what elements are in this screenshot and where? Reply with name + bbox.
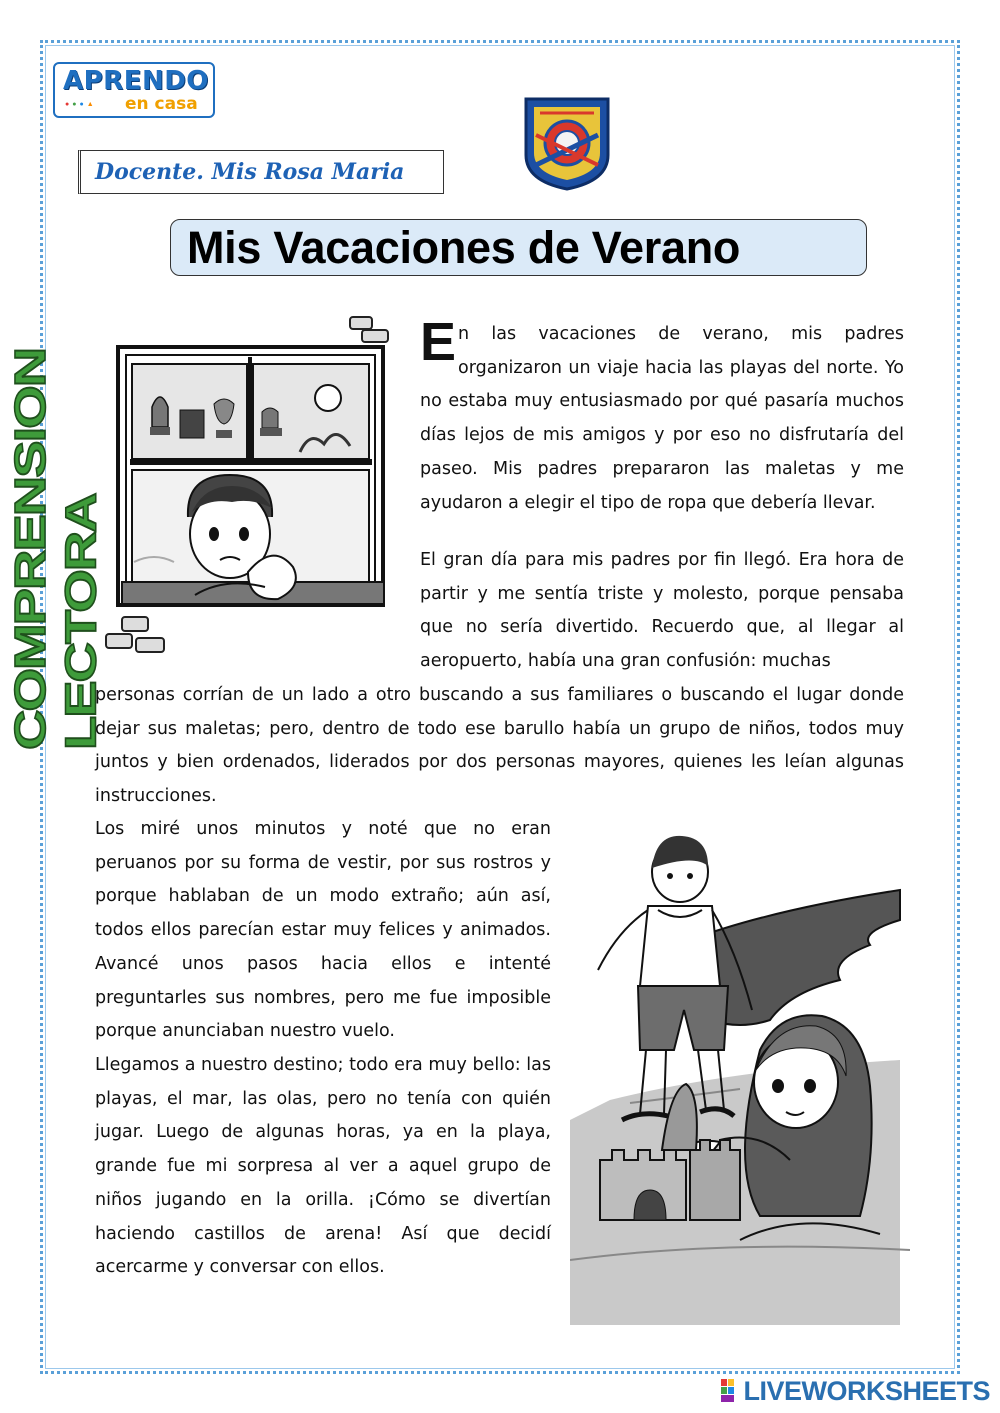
story-paragraph-4 (95, 813, 551, 1049)
children-sandcastle-illustration (570, 820, 910, 1325)
logo-sub-text: en casa (125, 94, 198, 114)
school-crest-icon (522, 95, 612, 191)
story-paragraph-5-text: Llegamos a nuestro destino; todo era muy bello: las playas, el mar, las olas, pero no tenía con quién jugar. Luego de algunas horas, ya en la playa, grande fue mi sorpresa al ver a aquel grupo de niños jugando en la orilla. ¡Cómo se divertían haciendo castillos de arena! Así que decidí acercarme y conversar con ellos. (95, 1055, 551, 1278)
story-paragraph-5 (95, 1049, 551, 1285)
liveworksheets-logo-icon (721, 1379, 741, 1403)
logo-main-text: APRENDO (63, 66, 209, 96)
teacher-name: Docente. Mis Rosa Maria (95, 159, 405, 185)
story-paragraph-3 (95, 679, 904, 814)
story-paragraph-2-text: El gran día para mis padres por fin llegó. Era hora de partir y me sentía triste y molesto, porque pensaba que no sería divertido. Recuerdo que, al llegar al aeropuerto, había una gran confusión: muchas (420, 550, 904, 672)
sad-boy-window-illustration (100, 312, 410, 662)
footer-brand-text: LIVEWORKSHEETS (743, 1375, 990, 1406)
story-paragraph-2 (420, 544, 904, 679)
page-title: Mis Vacaciones de Verano (187, 221, 741, 273)
story-paragraph-3-text: personas corrían de un lado a otro buscando a sus familiares o buscando el lugar donde dejar sus maletas; pero, dentro de todo ese barullo había un grupo de niños, todos muy juntos y bien ordenados, liderados por dos personas mayores, quienes les leían algunas instrucciones. (95, 685, 904, 807)
side-label-text: COMPRENSION LECTORA (5, 348, 105, 750)
story-paragraph-1 (420, 312, 904, 520)
footer-brand (721, 1377, 990, 1405)
aprendo-en-casa-logo (53, 62, 215, 118)
logo-dots: ●●●▲ (65, 101, 97, 108)
teacher-box (78, 150, 444, 194)
side-label-wrap (5, 222, 105, 750)
story-paragraph-1-text: n las vacaciones de verano, mis padres organizaron un viaje hacia las playas del norte. Yo no estaba muy entusiasmado por qué pasaría muchos días lejos de mis amigos y por eso no disfrutaría del paseo. Mis padres prepararon las maletas y me ayudaron a elegir el tipo de ropa que debería llevar. (420, 324, 904, 513)
title-box (170, 219, 867, 276)
story-paragraph-4-text: Los miré unos minutos y noté que no eran peruanos por su forma de vestir, por sus rostros y porque hablaban de un modo extraño; aún así, todos ellos parecían estar muy felices y animados. Avancé unos pasos hacia ellos e intenté preguntarles sus nombres, pero me fue imposible porque anunciaban nuestro vuelo. (95, 819, 551, 1042)
drop-cap: E (420, 312, 457, 372)
